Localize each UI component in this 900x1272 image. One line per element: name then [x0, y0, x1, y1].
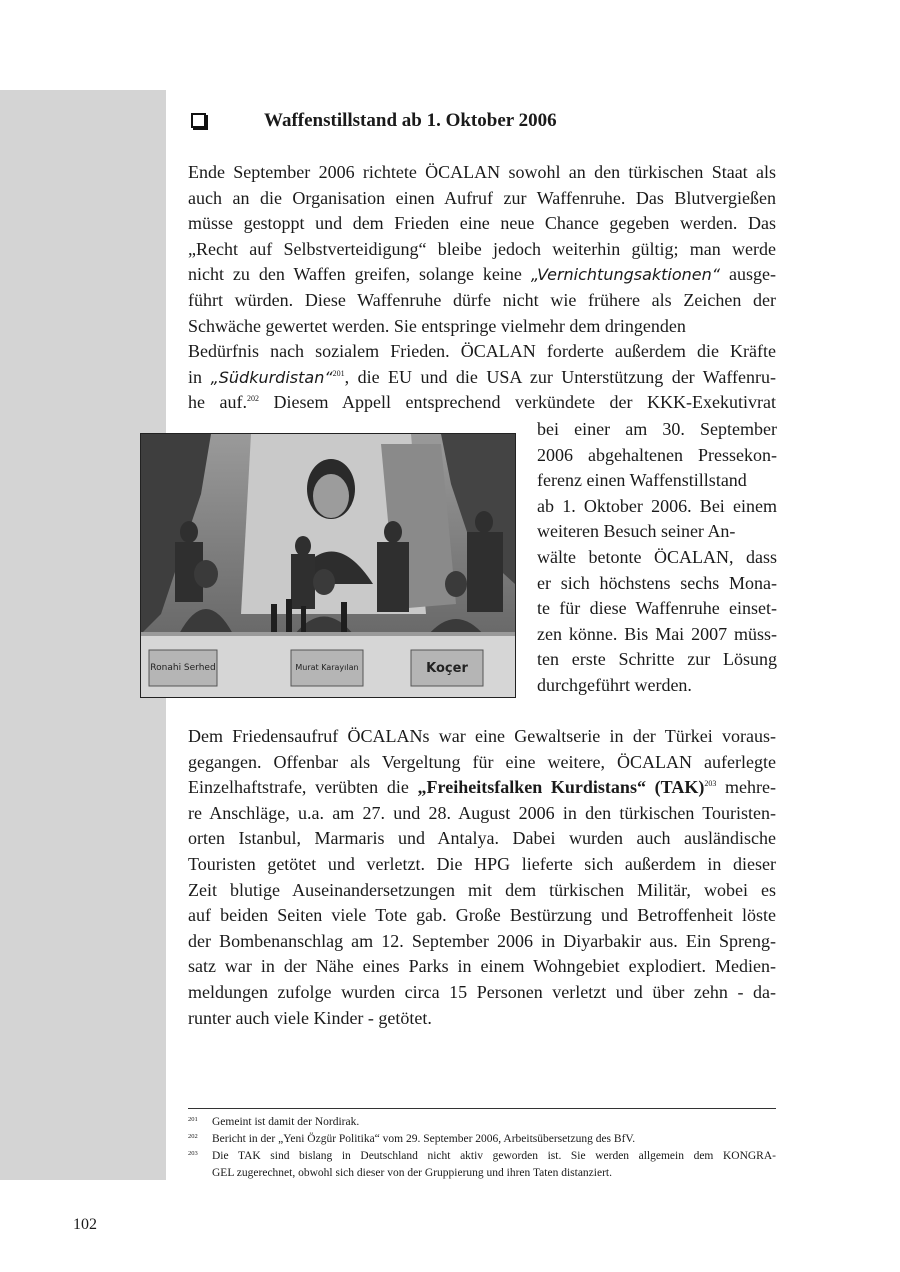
footnote-line: Die TAK sind bislang in Deutschland nicht aktiv geworden ist. Sie werden allgemein dem KONGRA-: [212, 1150, 776, 1162]
text-line: durchgeführt werden.: [537, 674, 692, 695]
text-line: müsse gestoppt und dem Frieden eine neue Chance gegeben werden. Das: [188, 213, 776, 234]
footnote-number: 203: [188, 1150, 198, 1157]
text-line: ten erste Schritte zur Lösung: [537, 649, 777, 670]
text-span: ausge-: [720, 264, 776, 285]
placard-left: Ronahi Serhed: [150, 663, 216, 673]
text-line: [188, 390, 776, 416]
paragraph-2: [188, 724, 776, 1031]
text-line: ferenz einen Waffenstillstand: [537, 470, 747, 491]
footnote-ref[interactable]: 201: [332, 368, 345, 378]
footnote-number: 201: [188, 1116, 198, 1123]
text-line: Schwäche gewertet werden. Sie entspringe vielmehr dem dringenden: [188, 315, 686, 336]
text-line: orten Istanbul, Marmaris und Antalya. Dabei wurden auch ausländische: [188, 828, 776, 849]
footnote-item: [188, 1148, 776, 1182]
text-line: führt würden. Diese Waffenruhe dürfe nicht wie frühere als Zeichen der: [188, 289, 776, 310]
text-span: mehre-: [716, 777, 777, 798]
footnote-item: [188, 1114, 776, 1131]
footnote-text: [212, 1131, 776, 1148]
italic-quote: „Vernichtungsaktionen“: [530, 265, 721, 285]
text-line: 2006 abgehaltenen Pressekon-: [537, 444, 777, 465]
text-line: wälte betonte ÖCALAN, dass: [537, 546, 777, 567]
text-span: Einzelhaftstrafe, verübten die: [188, 777, 418, 798]
text-span: in: [188, 366, 211, 387]
paragraph-1-wrap: [537, 417, 777, 699]
text-line: auf beiden Seiten viele Tote gab. Große Bestürzung und Betroffenheit löste: [188, 905, 776, 926]
footnote-item: [188, 1131, 776, 1148]
footnote-number: 202: [188, 1133, 198, 1140]
page-number: 102: [73, 1216, 97, 1233]
text-span: , die EU und die USA zur Unterstützung der Waffenru-: [344, 366, 776, 387]
italic-quote: „Südkurdistan“: [210, 367, 333, 387]
text-line: satz war in der Nähe eines Parks in einem Wohngebiet explodiert. Medien-: [188, 956, 776, 977]
text-line: [188, 262, 776, 288]
footnotes: [188, 1114, 776, 1182]
text-line: [188, 775, 776, 801]
footnote-line: Gemeint ist damit der Nordirak.: [212, 1116, 360, 1128]
press-conference-photo: [140, 433, 516, 698]
text-line: ab 1. Oktober 2006. Bei einem: [537, 495, 777, 516]
footnote-line: GEL zugerechnet, obwohl sich dieser von der Gruppierung und ihren Taten distanziert.: [212, 1167, 612, 1179]
section-title: Waffenstillstand ab 1. Oktober 2006: [264, 110, 557, 131]
text-line: der Bombenanschlag am 12. September 2006 in Diyarbakir aus. Ein Spreng-: [188, 930, 776, 951]
text-span: he auf.: [188, 392, 247, 413]
text-line: Dem Friedensaufruf ÖCALANs war eine Gewaltserie in der Türkei voraus-: [188, 726, 776, 746]
section-heading: [188, 110, 778, 140]
text-line: auch an die Organisation einen Aufruf zur Waffenruhe. Das Blutvergießen: [188, 187, 776, 208]
text-line: bei einer am 30. September: [537, 419, 777, 439]
footnote-text: [212, 1114, 776, 1131]
text-line: weiteren Besuch seiner An-: [537, 521, 736, 542]
text-line: zen könne. Bis Mai 2007 müss-: [537, 623, 777, 644]
footnote-ref[interactable]: 202: [247, 394, 259, 404]
text-line: er sich höchstens sechs Mona-: [537, 572, 777, 593]
bold-term: „Freiheitsfalken Kurdistans“ (TAK): [417, 777, 705, 798]
text-line: runter auch viele Kinder - getötet.: [188, 1007, 432, 1028]
checkbox-icon: [191, 113, 206, 128]
footnote-divider: [188, 1108, 776, 1109]
footnote-ref[interactable]: 203: [704, 779, 717, 789]
text-span: nicht zu den Waffen greifen, solange keine: [188, 264, 531, 285]
text-line: „Recht auf Selbstverteidigung“ bleibe jedoch weiterhin gültig; man werde: [188, 238, 776, 259]
placard-right: Koçer: [426, 661, 468, 676]
text-line: gegangen. Offenbar als Vergeltung für eine weitere, ÖCALAN auferlegte: [188, 751, 776, 772]
placard-middle: Murat Karayılan: [295, 663, 359, 672]
text-line: Zeit blutige Auseinandersetzungen mit dem türkischen Militär, wobei es: [188, 879, 776, 900]
text-line: Ende September 2006 richtete ÖCALAN sowohl an den türkischen Staat als: [188, 162, 776, 182]
paragraph-1: [188, 160, 776, 416]
text-line: [188, 365, 776, 391]
text-line: Touristen getötet und verletzt. Die HPG lieferte sich außerdem in dieser: [188, 853, 776, 874]
text-span: Diesem Appell entsprechend verkündete der KKK-Exekutivrat: [259, 392, 776, 413]
footnote-line: Bericht in der „Yeni Özgür Politika“ vom 29. September 2006, Arbeitsübersetzung des BfV.: [212, 1133, 636, 1145]
text-line: te für diese Waffenruhe einset-: [537, 598, 777, 619]
text-line: Bedürfnis nach sozialem Frieden. ÖCALAN forderte außerdem die Kräfte: [188, 341, 776, 362]
text-line: meldungen zufolge wurden circa 15 Personen verletzt und über zehn - da-: [188, 981, 776, 1002]
footnote-text: [212, 1148, 776, 1182]
text-line: re Anschläge, u.a. am 27. und 28. August 2006 in den türkischen Touristen-: [188, 802, 776, 823]
